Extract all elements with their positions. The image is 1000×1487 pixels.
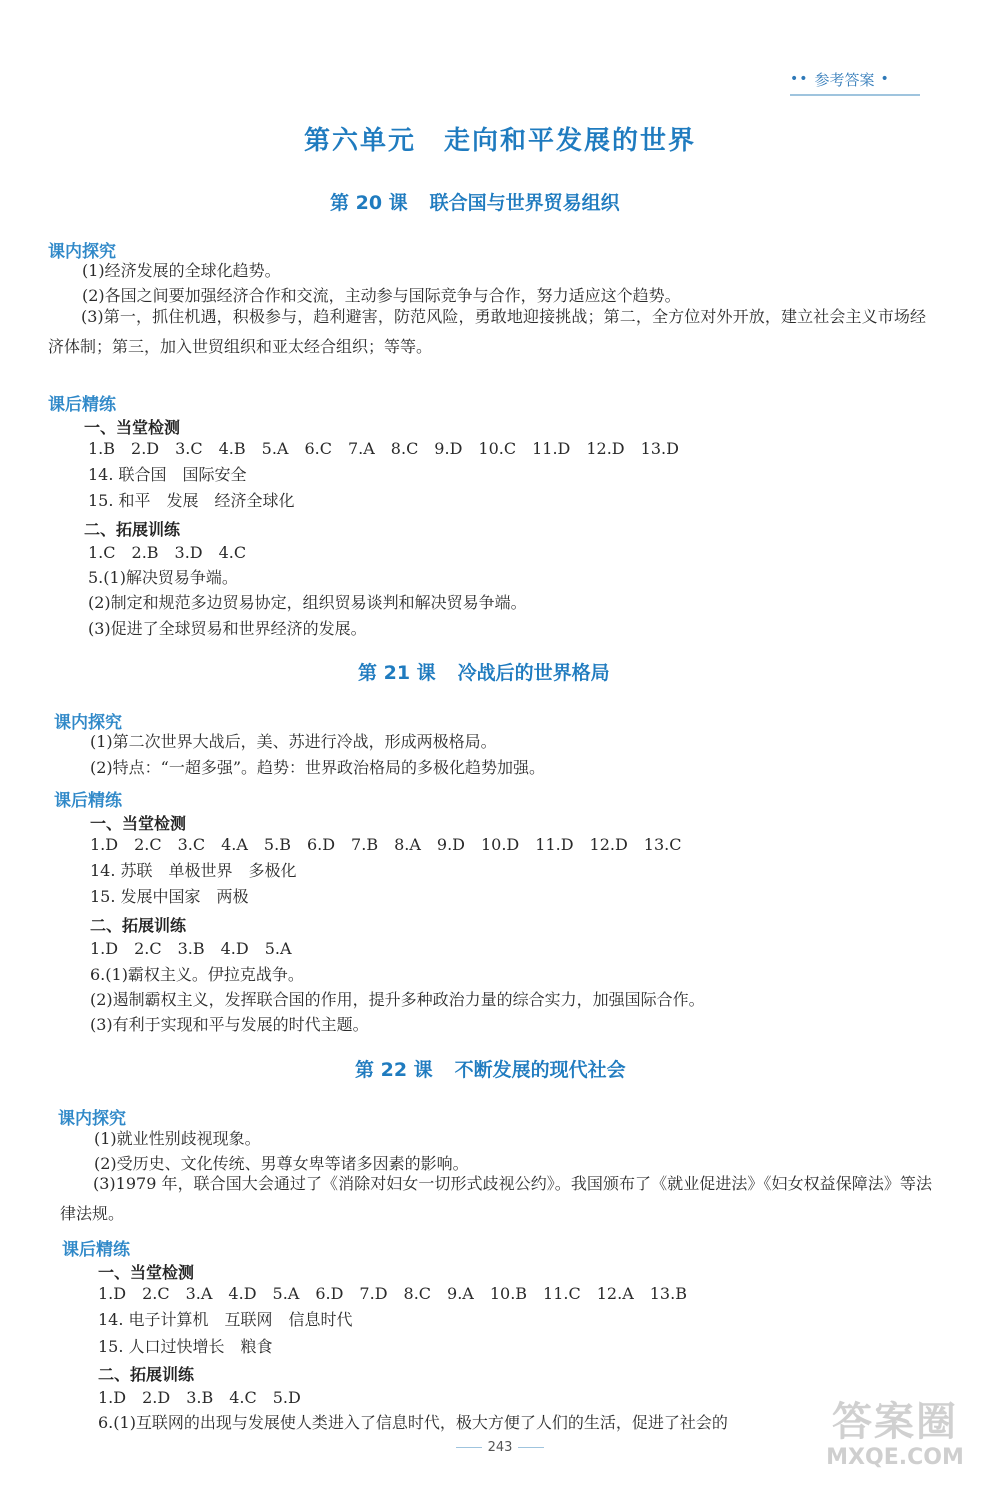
- subsection-heading: 二、拓展训练: [84, 520, 181, 539]
- answer-paragraph: (3)第一，抓住机遇，积极参与，趋利避害，防范风险，勇敢地迎接挑战；第二，全方位对外开放，建立社会主义市场经济体制；第三，加入世贸组织和亚太经合组织；等等。: [48, 307, 926, 356]
- subsection-heading: 二、拓展训练: [98, 1365, 195, 1384]
- answer-line: 6.(1)霸权主义。伊拉克战争。: [90, 965, 304, 984]
- answer-line: 14. 电子计算机 互联网 信息时代: [98, 1310, 353, 1329]
- answer-line: (2)制定和规范多边贸易协定，组织贸易谈判和解决贸易争端。: [88, 593, 527, 612]
- answer-line: (2)各国之间要加强经济合作和交流，主动参与国际竞争与合作，努力适应这个趋势。: [82, 286, 681, 305]
- answer-line: (2)特点：“一超多强”。趋势：世界政治格局的多极化趋势加强。: [90, 758, 546, 777]
- answer-line: 15. 人口过快增长 粮食: [98, 1337, 273, 1356]
- lesson-number: 第 20 课: [330, 192, 408, 214]
- section-heading: 课内探究: [58, 1109, 126, 1129]
- answer-paragraph: (3)1979 年，联合国大会通过了《消除对妇女一切形式歧视公约》。我国颁布了《就业促进法》《妇女权益保障法》等法律法规。: [60, 1174, 932, 1223]
- answer-line: 1.D 2.C 3.C 4.A 5.B 6.D 7.B 8.A 9.D 10.D 11.D 12.D 13.C: [90, 835, 682, 854]
- watermark-url: MXQE.COM: [826, 1445, 964, 1470]
- footer-rule-left: [456, 1447, 482, 1448]
- section-heading: 课内探究: [54, 713, 122, 733]
- lesson-title: 不断发展的现代社会: [454, 1059, 626, 1081]
- page-number: 243: [487, 1440, 513, 1455]
- lesson-20-heading: [330, 188, 620, 215]
- lesson-22-heading: [355, 1055, 626, 1082]
- unit-title: 第六单元 走向和平发展的世界: [303, 126, 696, 156]
- lesson-title: 冷战后的世界格局: [457, 662, 610, 684]
- section-heading: 课后精练: [62, 1240, 130, 1260]
- answer-line: 6.(1)互联网的出现与发展使人类进入了信息时代，极大方便了人们的生活，促进了社会的: [98, 1413, 728, 1432]
- section-heading: 课后精练: [48, 395, 116, 415]
- answer-line: (1)经济发展的全球化趋势。: [82, 261, 281, 280]
- answer-line: 14. 联合国 国际安全: [88, 465, 247, 484]
- subsection-heading: 二、拓展训练: [90, 916, 187, 935]
- answer-line: 1.D 2.C 3.B 4.D 5.A: [90, 939, 292, 958]
- badge-dot-icon: •: [880, 71, 890, 87]
- answer-line: 1.C 2.B 3.D 4.C: [88, 543, 247, 562]
- watermark-text: 答案圈: [832, 1399, 958, 1445]
- watermark-logo: [800, 1400, 990, 1480]
- answer-line: 1.D 2.D 3.B 4.C 5.D: [98, 1388, 301, 1407]
- subsection-heading: 一、当堂检测: [90, 814, 187, 833]
- footer-rule-right: [518, 1447, 544, 1448]
- subsection-heading: 一、当堂检测: [84, 418, 181, 437]
- answer-line: 5.(1)解决贸易争端。: [88, 568, 238, 587]
- lesson-title: 联合国与世界贸易组织: [429, 192, 620, 214]
- lesson-number: 第 22 课: [355, 1059, 433, 1081]
- answer-line: 15. 和平 发展 经济全球化: [88, 491, 295, 510]
- answer-line: 15. 发展中国家 两极: [90, 887, 249, 906]
- answer-line: 14. 苏联 单极世界 多极化: [90, 861, 297, 880]
- answer-key-badge: [790, 64, 920, 96]
- answer-line: (2)受历史、文化传统、男尊女卑等诸多因素的影响。: [94, 1154, 469, 1173]
- lesson-number: 第 21 课: [358, 662, 436, 684]
- answer-line: (1)第二次世界大战后，美、苏进行冷战，形成两极格局。: [90, 732, 497, 751]
- section-heading: 课后精练: [54, 791, 122, 811]
- answer-line: (2)遏制霸权主义，发挥联合国的作用，提升多种政治力量的综合实力，加强国际合作。: [90, 990, 705, 1009]
- subsection-heading: 一、当堂检测: [98, 1263, 195, 1282]
- lesson-21-heading: [358, 658, 610, 685]
- answer-line: 1.D 2.C 3.A 4.D 5.A 6.D 7.D 8.C 9.A 10.B 11.C 12.A 13.B: [98, 1284, 687, 1303]
- answer-line: (3)有利于实现和平与发展的时代主题。: [90, 1015, 369, 1034]
- badge-dots-icon: ••: [790, 71, 809, 87]
- badge-label: 参考答案: [814, 70, 875, 89]
- section-heading: 课内探究: [48, 242, 116, 262]
- answer-line: 1.B 2.D 3.C 4.B 5.A 6.C 7.A 8.C 9.D 10.C 11.D 12.D 13.D: [88, 439, 679, 458]
- answer-line: (1)就业性别歧视现象。: [94, 1129, 261, 1148]
- answer-line: (3)促进了全球贸易和世界经济的发展。: [88, 619, 367, 638]
